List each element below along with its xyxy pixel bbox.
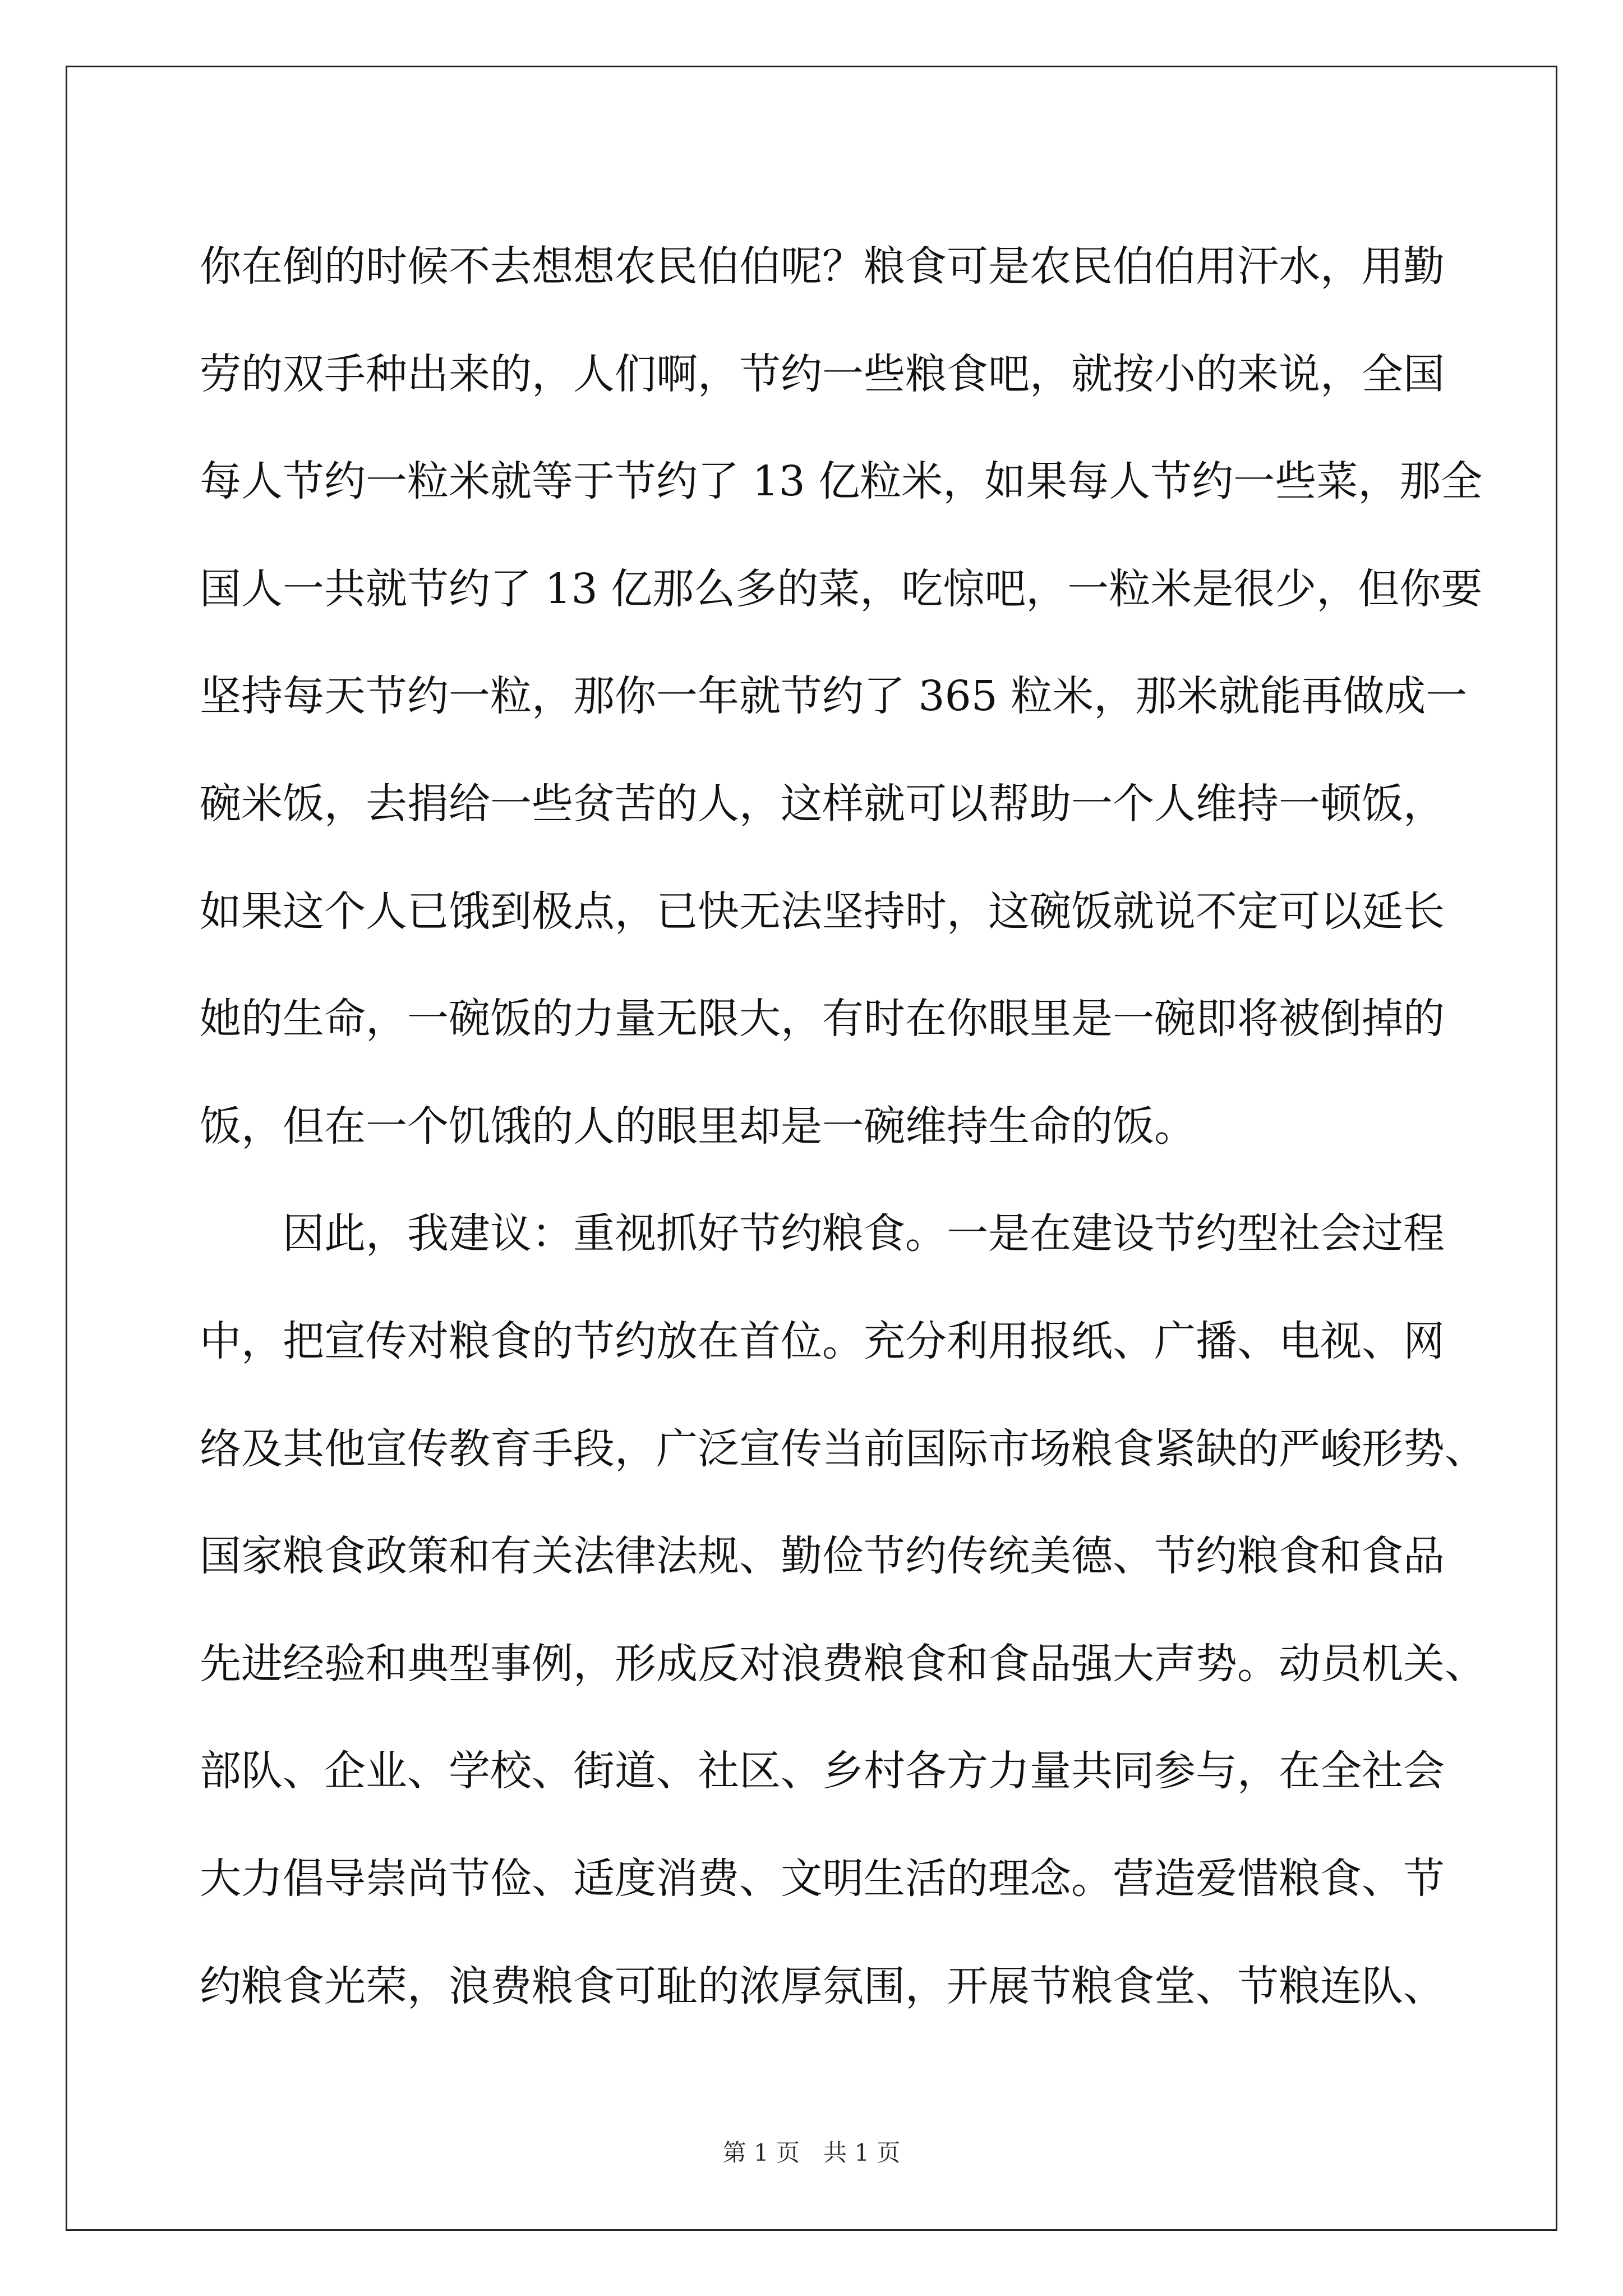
paragraph-first-line: 因此，我建议：重视抓好节约粮食。一是在建设节约型社会过程	[283, 1209, 1445, 1258]
text-line: 络及其他宣传教育手段，广泛宣传当前国际市场粮食紧缺的严峻形势、	[200, 1424, 1486, 1473]
text-line: 国家粮食政策和有关法律法规、勤俭节约传统美德、节约粮食和食品	[200, 1532, 1445, 1581]
text-line: 先进经验和典型事例，形成反对浪费粮食和食品强大声势。动员机关、	[200, 1639, 1486, 1688]
text-line: 碗米饭，去捐给一些贫苦的人，这样就可以帮助一个人维持一顿饭，	[200, 779, 1445, 828]
text-line: 国人一共就节约了 13 亿那么多的菜，吃惊吧，一粒米是很少，但你要	[200, 564, 1483, 613]
document-body	[200, 213, 1486, 2040]
text-line: 部队、企业、学校、街道、社区、乡村各方力量共同参与，在全社会	[200, 1747, 1445, 1796]
text-line: 约粮食光荣，浪费粮食可耻的浓厚氛围，开展节粮食堂、节粮连队、	[200, 1962, 1445, 2010]
text-line: 每人节约一粒米就等于节约了 13 亿粒米，如果每人节约一些菜，那全	[200, 457, 1483, 506]
text-line: 劳的双手种出来的，人们啊，节约一些粮食吧，就按小的来说，全国	[200, 349, 1445, 398]
text-line: 你在倒的时候不去想想农民伯伯呢？粮食可是农民伯伯用汗水，用勤	[200, 242, 1445, 291]
text-line: 中，把宣传对粮食的节约放在首位。充分利用报纸、广播、电视、网	[200, 1317, 1445, 1365]
page-number: 第 1 页 共 1 页	[722, 2139, 901, 2166]
text-line: 她的生命，一碗饭的力量无限大，有时在你眼里是一碗即将被倒掉的	[200, 995, 1445, 1043]
text-line: 坚持每天节约一粒，那你一年就节约了 365 粒米，那米就能再做成一	[200, 672, 1468, 721]
text-line: 如果这个人已饿到极点，已快无法坚持时，这碗饭就说不定可以延长	[200, 887, 1445, 936]
text-line: 大力倡导崇尚节俭、适度消费、文明生活的理念。营造爱惜粮食、节	[200, 1854, 1445, 1903]
text-line: 饭，但在一个饥饿的人的眼里却是一碗维持生命的饭。	[200, 1102, 1196, 1151]
